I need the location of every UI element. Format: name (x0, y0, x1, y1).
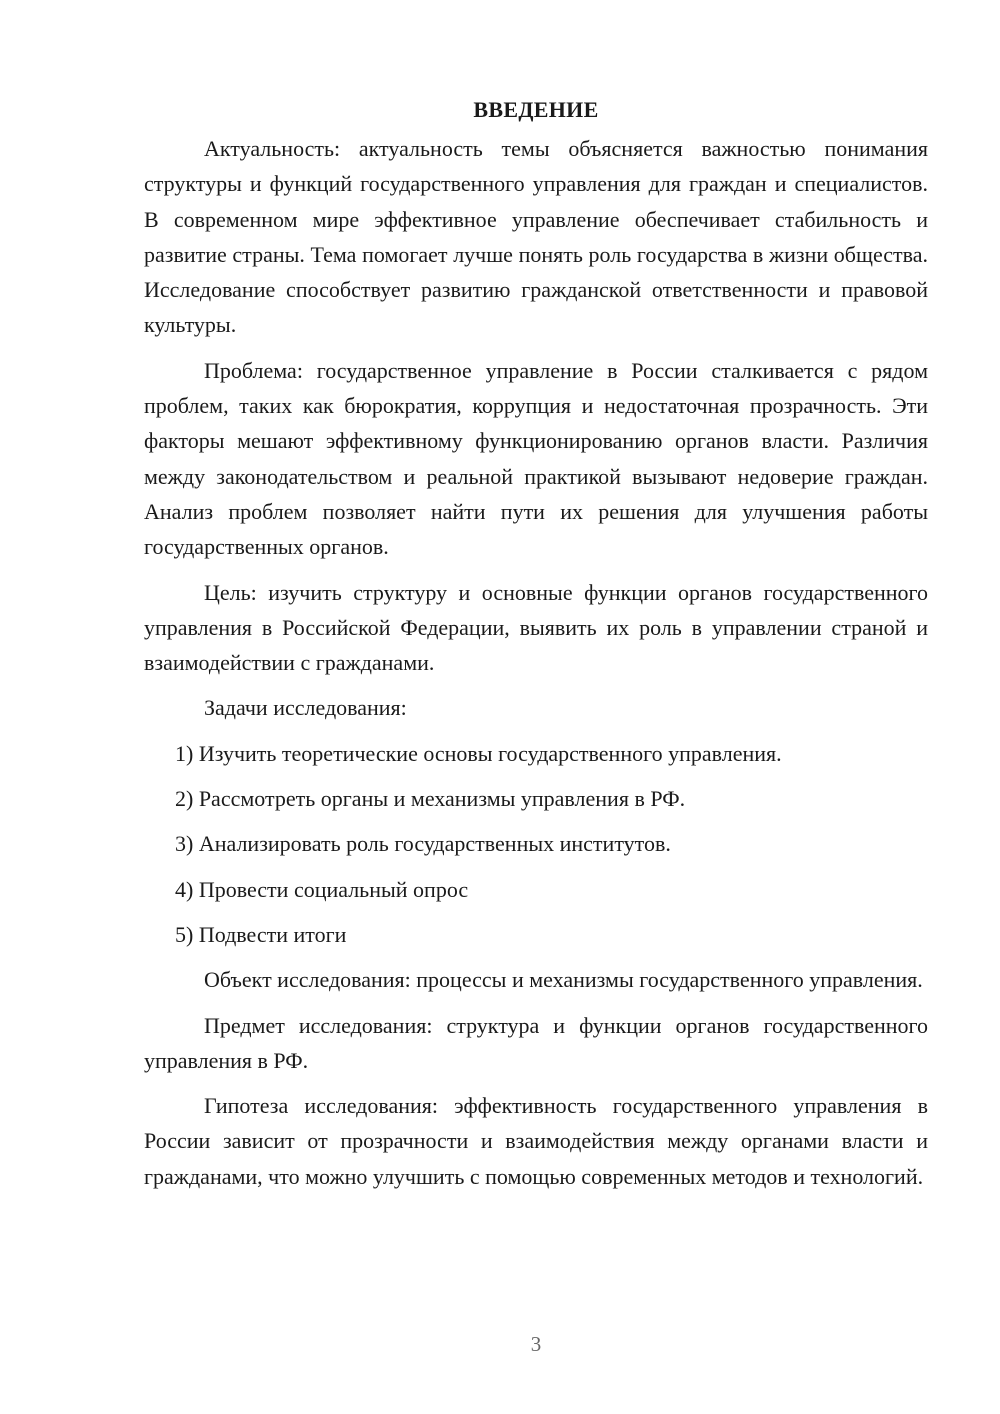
task-item: 4) Провести социальный опрос (175, 876, 469, 902)
subject-paragraph: Предмет исследования: структура и функции органов государственного управления в РФ. (144, 1012, 928, 1073)
tasks-heading: Задачи исследования: (204, 695, 407, 721)
task-item: 5) Подвести итоги (175, 921, 347, 947)
object-paragraph: Объект исследования: процессы и механизмы государственного управления. (204, 967, 923, 993)
tasks-list (144, 736, 928, 952)
task-item: 3) Анализировать роль государственных институтов. (175, 831, 671, 857)
document-page (144, 92, 928, 1204)
task-item: 1) Изучить теоретические основы государственного управления. (175, 740, 782, 766)
page-number: 3 (530, 1332, 542, 1356)
task-item: 2) Рассмотреть органы и механизмы управления в РФ. (175, 786, 686, 812)
goal-paragraph: Цель: изучить структуру и основные функции органов государственного управления в Российской Федерации, выявить их роль в управлении страной и взаимодействии с гражданами. (144, 579, 928, 676)
page-title: ВВЕДЕНИЕ (473, 97, 599, 122)
problem-paragraph: Проблема: государственное управление в России сталкивается с рядом проблем, таких как бюрократия, коррупция и недостаточная прозрачность. Эти факторы мешают эффективному функционированию органов власти. Различия между законодательством и реальной практикой вызывают недоверие граждан. Анализ проблем позволяет найти пути их решения для улучшения работы государственных органов. (144, 357, 928, 560)
relevance-paragraph: Актуальность: актуальность темы объясняется важностью понимания структуры и функций государственного управления для граждан и специалистов. В современном мире эффективное управление обеспечивает стабильность и развитие страны. Тема помогает лучше понять роль государства в жизни общества. Исследование способствует развитию гражданской ответственности и правовой культуры. (144, 136, 928, 338)
hypothesis-paragraph: Гипотеза исследования: эффективность государственного управления в России зависит от прозрачности и взаимодействия между органами власти и гражданами, что можно улучшить с помощью современных методов и технологий. (144, 1093, 928, 1189)
